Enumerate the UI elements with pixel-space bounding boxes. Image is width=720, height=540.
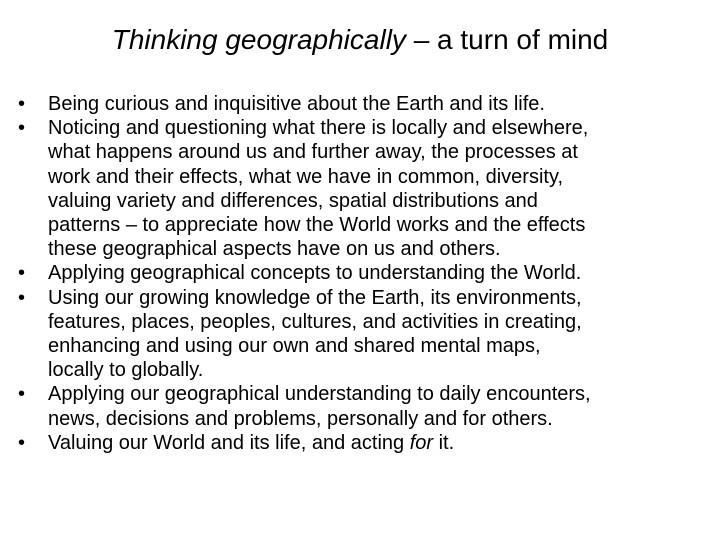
bullet-icon: • [18,286,26,309]
bullet-item [18,261,708,285]
bullet-text-before: Valuing our World and its life, and acting [48,431,410,454]
bullet-line: Using our growing knowledge of the Earth, its environments, [48,286,582,309]
slide-title-rest: – a turn of mind [405,24,609,55]
bullet-item [18,116,708,261]
bullet-line: locally to globally. [48,359,204,382]
bullet-icon: • [18,93,26,115]
bullet-item [18,431,708,455]
bullet-item [18,92,708,116]
bullet-icon: • [18,262,26,285]
bullet-line: these geographical aspects have on us and others. [48,238,501,261]
bullet-line: Applying geographical concepts to understanding the World. [48,262,582,285]
bullet-icon: • [18,431,26,454]
bullet-icon: • [18,117,26,140]
bullet-line: Being curious and inquisitive about the Earth and its life. [48,93,545,115]
bullet-line: features, places, peoples, cultures, and activities in creating, [48,310,582,333]
bullet-line: enhancing and using our own and shared mental maps, [48,335,541,358]
bullet-icon: • [18,383,26,406]
bullet-list [18,92,708,455]
slide-title [0,20,720,60]
bullet-emphasis: for [409,431,434,454]
bullet-line: what happens around us and further away, the processes at [48,141,578,164]
bullet-item [18,286,708,383]
bullet-line: Noticing and questioning what there is locally and elsewhere, [48,117,589,140]
bullet-line: patterns – to appreciate how the World works and the effects [48,214,586,237]
bullet-line: valuing variety and differences, spatial distributions and [48,189,538,212]
slide-title-italic: Thinking geographically [111,24,406,55]
bullet-line: Applying our geographical understanding to daily encounters, [48,383,591,406]
bullet-item [18,382,708,430]
bullet-line: news, decisions and problems, personally and for others. [48,407,553,430]
bullet-line: work and their effects, what we have in common, diversity, [48,165,564,188]
bullet-text-after: it. [433,431,455,454]
bullet-line [48,431,708,455]
